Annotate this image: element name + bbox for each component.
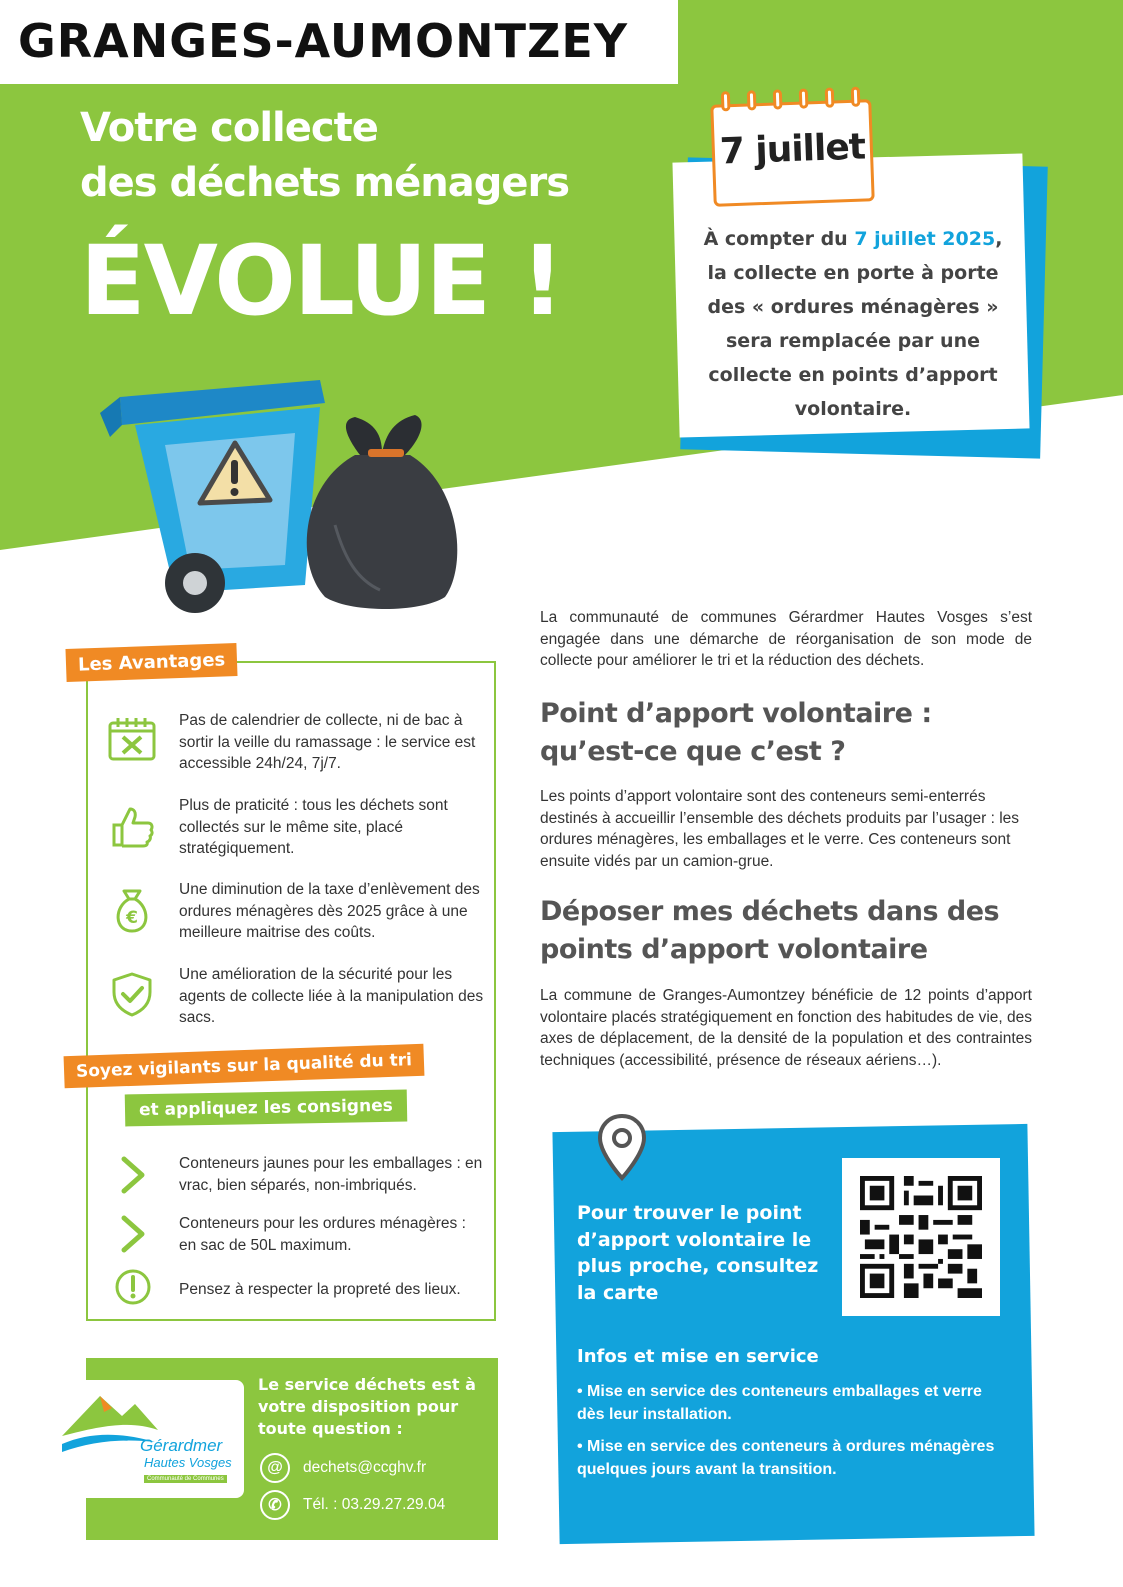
qr-code[interactable]	[842, 1158, 1000, 1316]
logo-text-3: Communauté de Communes	[144, 1475, 227, 1483]
avantage-item-1: Pas de calendrier de collecte, ni de bac à sortir la veille du ramassage : le service est accessible 24h/24, 7j/7.	[179, 712, 476, 772]
intro-paragraph: La communauté de communes Gérardmer Hautes Vosges s’est engagée dans une démarche de réorganisation de son mode de collecte pour améliorer le tri et la réduction des déchets.	[540, 609, 1032, 669]
trash-bag-icon	[307, 415, 458, 609]
euro-bag-icon	[108, 887, 156, 935]
qr-code-icon	[860, 1176, 982, 1298]
phone-icon: ✆	[260, 1490, 290, 1520]
contact-email[interactable]: dechets@ccghv.fr	[303, 1459, 427, 1476]
consigne-item-2: Conteneurs pour les ordures ménagères : en sac de 50L maximum.	[179, 1215, 466, 1254]
shield-check-icon	[108, 970, 156, 1018]
calendar-x-icon	[108, 715, 156, 763]
calendar-date: 7 juillet	[719, 126, 866, 173]
chevron-right-icon	[118, 1214, 148, 1254]
avantage-item-3: Une diminution de la taxe d’enlèvement des ordures ménagères dès 2025 grâce à une meilleure maitrise des coûts.	[179, 881, 480, 941]
contact-phone[interactable]: Tél. : 03.29.27.29.04	[303, 1496, 446, 1513]
logo-text-2: Hautes Vosges	[144, 1455, 232, 1470]
consignes-label-1: Soyez vigilants sur la qualité du tri	[64, 1044, 425, 1089]
consigne-item-3: Pensez à respecter la propreté des lieux.	[179, 1281, 461, 1298]
thumbs-up-icon	[108, 803, 156, 851]
section2-title: Déposer mes déchets dans des points d’apport volontaire	[540, 896, 1000, 965]
map-pin-icon	[596, 1112, 648, 1184]
at-icon: @	[260, 1453, 290, 1483]
map-box-item-2: • Mise en service des conteneurs à ordures ménagères quelques jours avant la transition.	[577, 1438, 995, 1478]
section1-title: Point d’apport volontaire : qu’est-ce que c’est ?	[540, 698, 932, 767]
svg-text:€: €	[126, 908, 138, 928]
logo-text-1: Gérardmer	[140, 1436, 223, 1455]
wheelie-bin-icon	[100, 380, 325, 613]
calendar-rings	[713, 86, 869, 111]
headline-line2: des déchets ménagers	[80, 160, 570, 206]
waste-bin-illustration	[90, 375, 465, 615]
contact-title: Le service déchets est à votre disposition pour toute question :	[258, 1375, 476, 1438]
avantages-label: Les Avantages	[65, 643, 237, 682]
map-box-title: Pour trouver le point d’apport volontaire le plus proche, consultez la carte	[577, 1202, 819, 1304]
calendar-icon	[710, 99, 874, 207]
avantage-item-4: Une amélioration de la sécurité pour les agents de collecte liée à la manipulation des sacs.	[179, 966, 484, 1026]
chevron-right-icon	[118, 1155, 148, 1195]
headline-line1: Votre collecte	[80, 105, 378, 151]
date-card-text: À compter du 7 juillet 2025, la collecte en porte à porte des « ordures ménagères » sera remplacée par une collecte en points d’apport volontaire.	[703, 228, 1003, 420]
avantage-item-2: Plus de praticité : tous les déchets sont collectés sur le même site, placé stratégiquement.	[179, 797, 448, 857]
map-box-item-1: • Mise en service des conteneurs emballages et verre dès leur installation.	[577, 1383, 982, 1423]
consigne-item-1: Conteneurs jaunes pour les emballages : en vrac, bien séparés, non-imbriqués.	[179, 1155, 483, 1194]
exclamation-circle-icon	[114, 1268, 152, 1306]
date-highlight: 7 juillet 2025	[854, 228, 996, 250]
section1-text: Les points d’apport volontaire sont des conteneurs semi-enterrés destinés à accueillir l’ensemble des déchets produits par l’usager : les ordures ménagères, les emballages et le verre. Ces conteneurs sont ensuite vidés par un camion-grue.	[540, 788, 1020, 870]
headline-evolue: ÉVOLUE !	[80, 225, 563, 337]
logo-box	[52, 1380, 244, 1498]
map-box-subtitle: Infos et mise en service	[577, 1346, 819, 1367]
consignes-label-2: et appliquez les consignes	[125, 1090, 407, 1127]
commune-name: GRANGES-AUMONTZEY	[18, 14, 629, 68]
section2-text: La commune de Granges-Aumontzey bénéficie de 12 points d’apport volontaire placés stratégiquement en fonction des habitudes de vie, des axes de déplacement, de la densité de la population et des contraintes techniques (accessibilité, présence de réseaux aériens…).	[540, 987, 1033, 1069]
